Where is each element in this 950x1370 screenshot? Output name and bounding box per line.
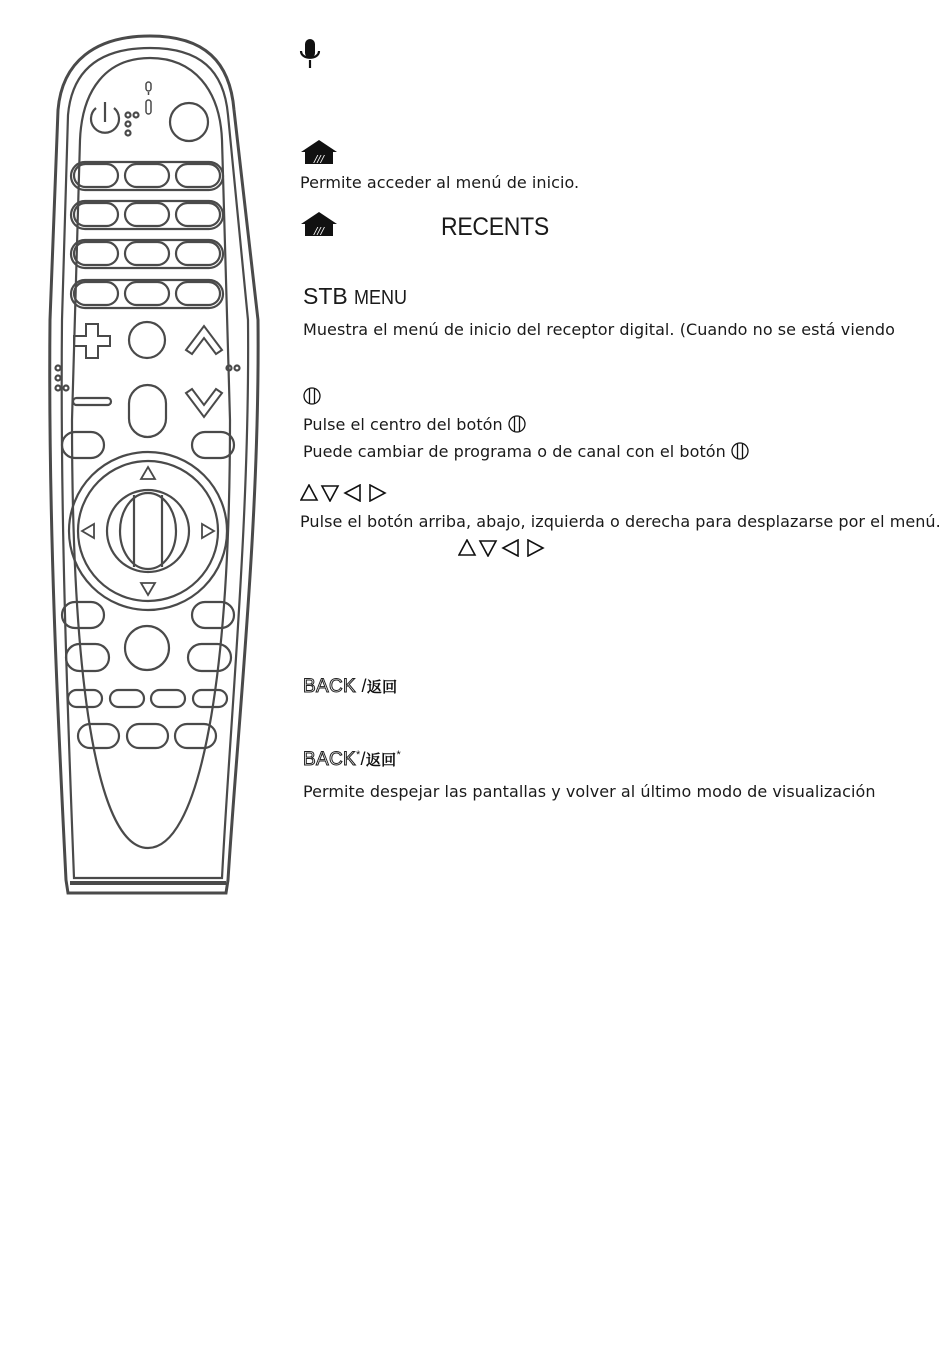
slash: / xyxy=(360,749,366,769)
home-description: Permite acceder al menú de inicio. xyxy=(300,173,580,192)
stb-menu-label xyxy=(303,283,413,310)
back-label-2 xyxy=(303,749,401,771)
back-label-1 xyxy=(303,676,397,698)
wheel-line-1 xyxy=(303,415,526,434)
asterisk: * xyxy=(355,749,361,761)
stb-text: STB xyxy=(303,283,348,309)
recents-label: RECENTS xyxy=(441,213,549,241)
menu-text: MENU xyxy=(353,287,407,309)
arrow-keys-icon xyxy=(300,484,388,502)
back-cjk: 返回 xyxy=(366,678,398,696)
wheel-line-1-text: Pulse el centro del botón xyxy=(303,415,503,434)
asterisk: * xyxy=(396,749,402,761)
home-icon xyxy=(300,139,338,165)
microphone-icon xyxy=(299,38,321,70)
arrow-keys-description: Pulse el botón arriba, abajo, izquierda o derecha para desplazarse por el menú. xyxy=(300,512,941,531)
back-cjk: 返回 xyxy=(365,751,397,769)
magic-remote-illustration xyxy=(45,28,270,903)
stb-menu-description: Muestra el menú de inicio del receptor digital. (Cuando no se está viendo xyxy=(303,320,895,339)
power-icon xyxy=(91,102,119,133)
svg-text:///: /// xyxy=(313,226,325,237)
home-icon xyxy=(300,211,338,237)
wheel-icon xyxy=(731,442,749,460)
wheel-icon xyxy=(303,387,321,405)
back-text: BACK xyxy=(303,676,356,697)
back-description: Permite despejar las pantallas y volver al último modo de visualización xyxy=(303,782,876,801)
arrow-keys-icon xyxy=(458,539,546,557)
slash: / xyxy=(361,676,367,696)
wheel-line-2-text: Puede cambiar de programa o de canal con el botón xyxy=(303,442,726,461)
wheel-icon xyxy=(508,415,526,433)
wheel-line-2 xyxy=(303,442,749,461)
back-text: BACK xyxy=(303,749,356,770)
svg-text:///: /// xyxy=(313,154,325,165)
number-keys xyxy=(71,162,223,308)
